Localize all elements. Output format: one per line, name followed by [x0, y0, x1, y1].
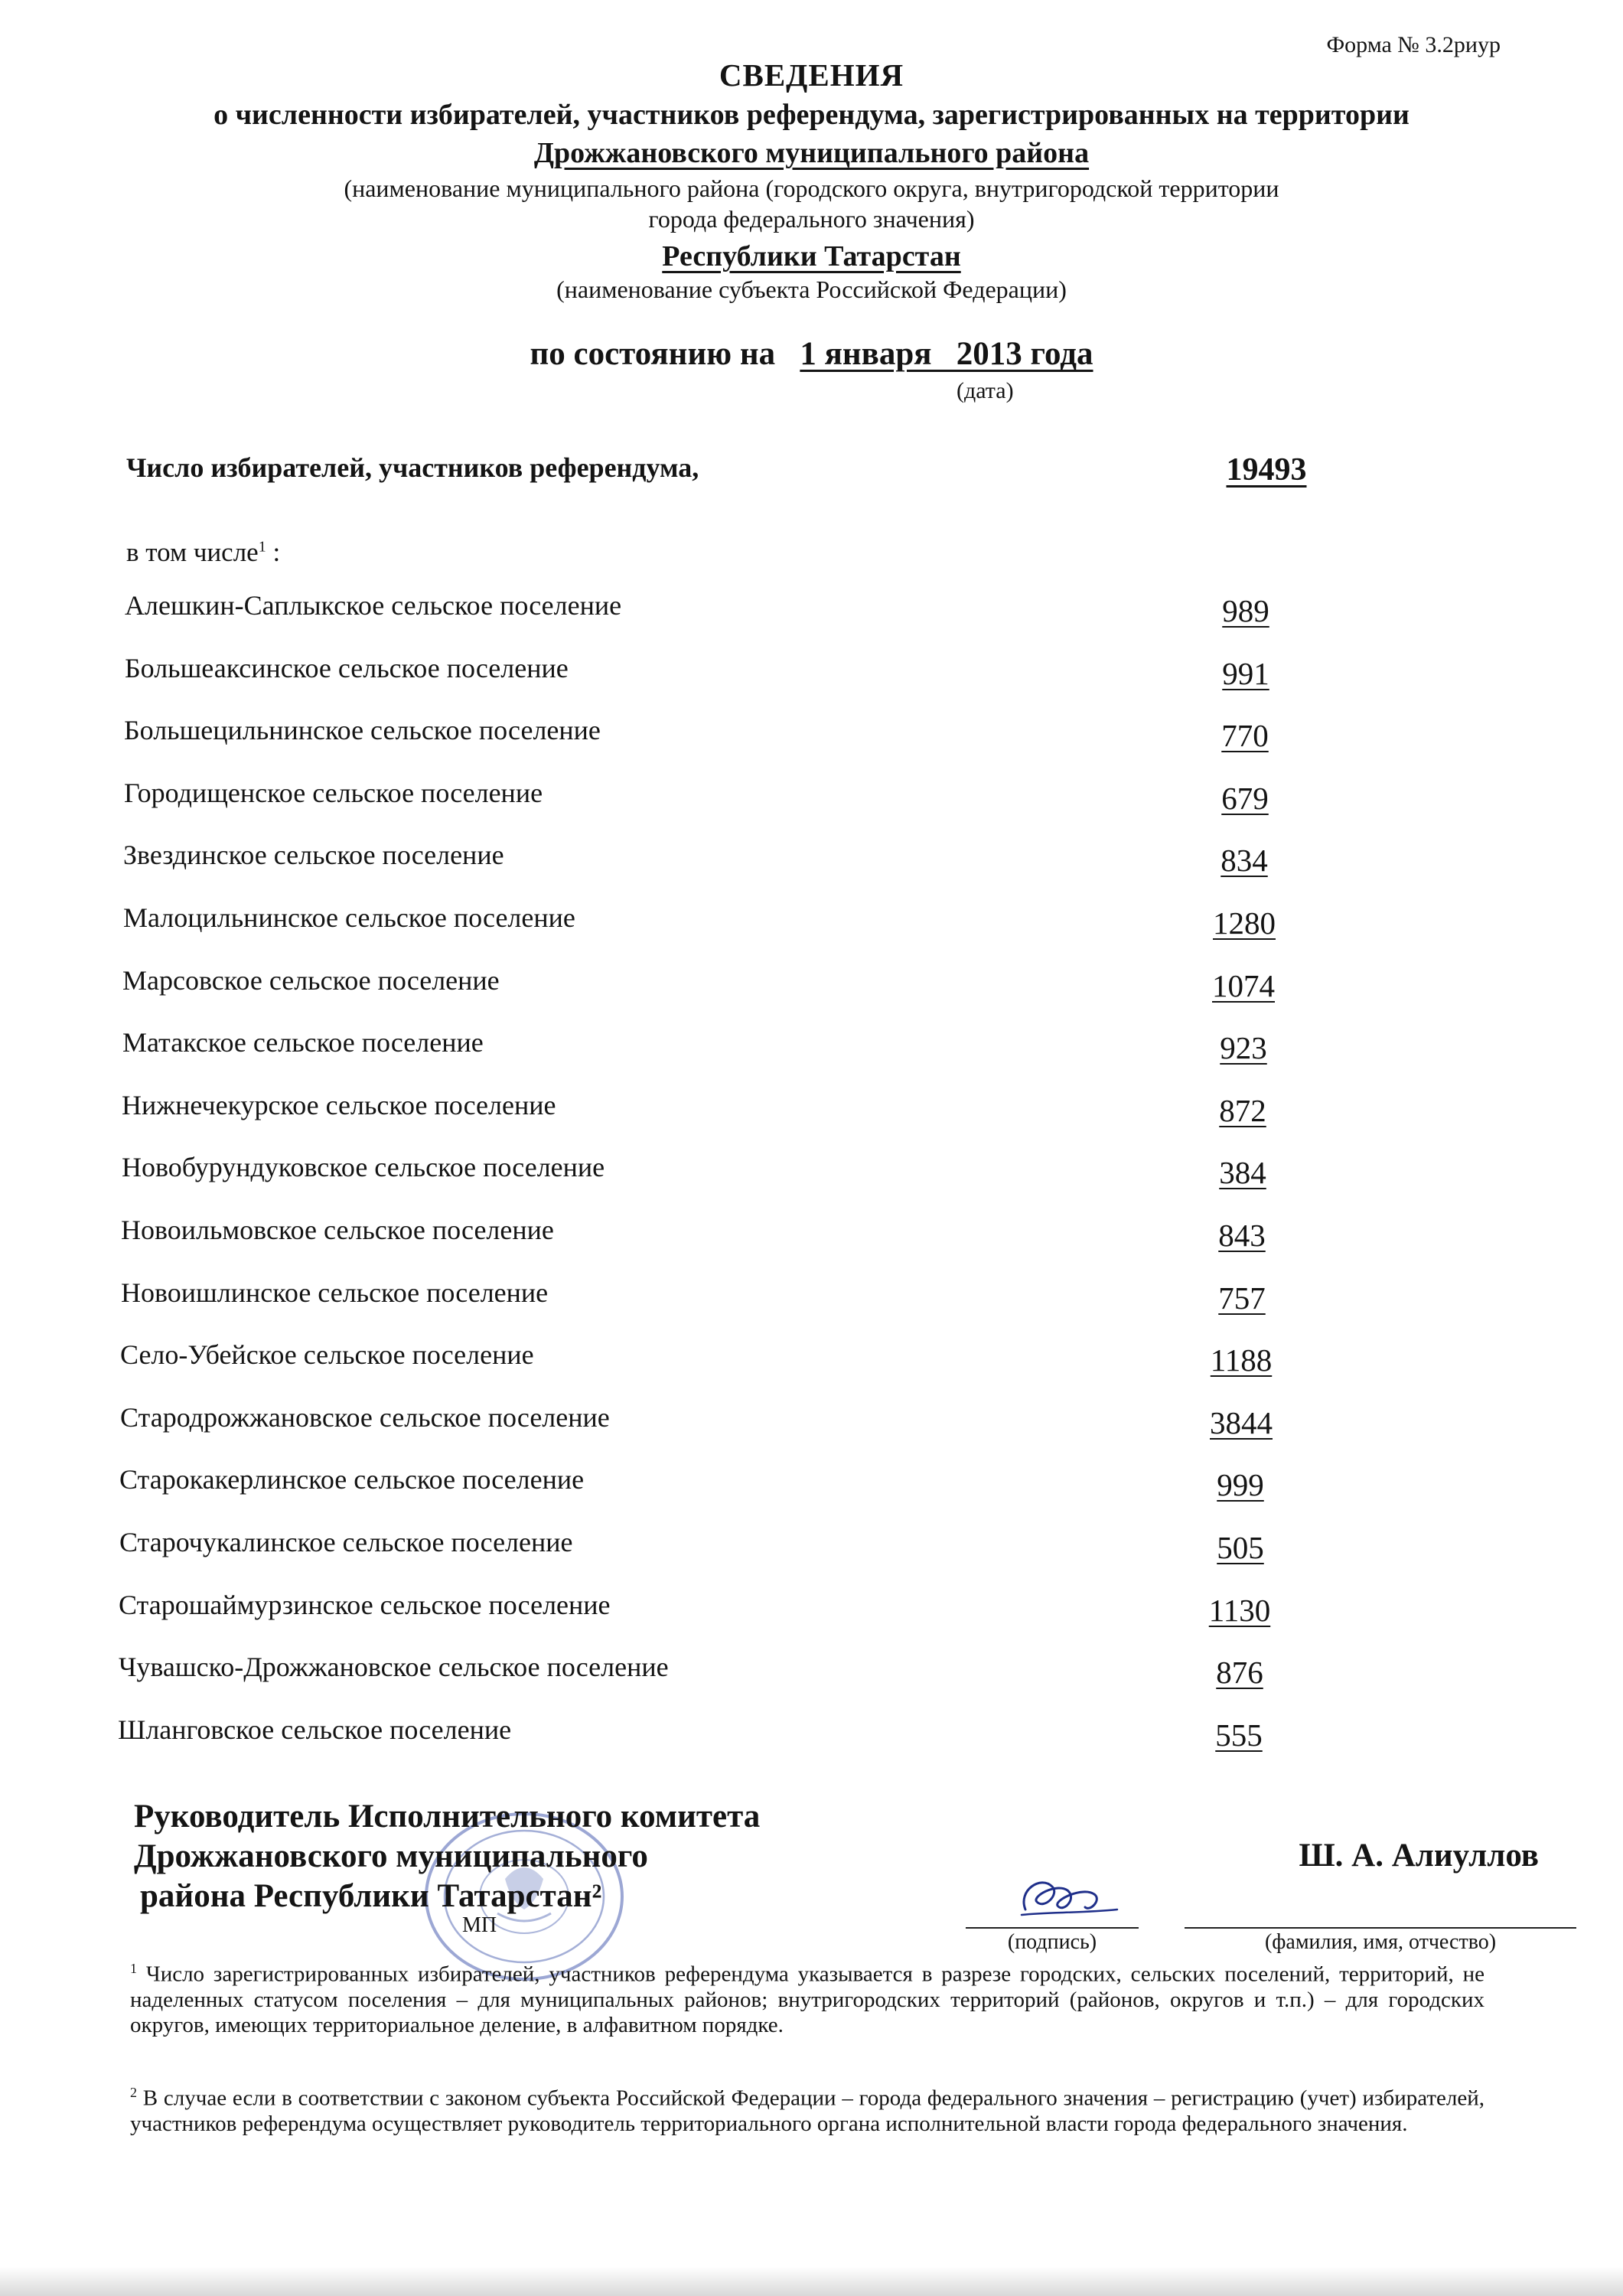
settlement-voter-count: 872	[1219, 1093, 1266, 1128]
settlement-row	[121, 1214, 1315, 1260]
document-title: СВЕДЕНИЯ	[719, 57, 904, 93]
settlement-row	[119, 1651, 1312, 1697]
district-name-text: Дрожжановского муниципального района	[533, 137, 1090, 169]
settlement-row	[121, 1277, 1315, 1322]
settlement-voter-count: 3844	[1210, 1405, 1273, 1440]
signature-caption: (подпись)	[1007, 1930, 1097, 1954]
settlement-row	[119, 1526, 1313, 1572]
settlement-name: Новобурундуковское сельское поселение	[122, 1152, 605, 1182]
settlement-row	[124, 714, 1318, 760]
settlement-voter-count: 876	[1216, 1655, 1263, 1690]
footnote-1	[130, 1956, 1484, 2038]
settlement-voter-count: 770	[1221, 718, 1269, 753]
name-caption: (фамилия, имя, отчество)	[1264, 1930, 1497, 1954]
head-title-line-3: района Республики Татарстан²	[140, 1878, 602, 1914]
district-caption-line-1: (наименование муниципального района (городского округа, внутригородской территории	[344, 174, 1279, 202]
including-text: в том числе	[126, 537, 259, 567]
settlement-row	[120, 1339, 1314, 1384]
settlement-name: Старокакерлинское сельское поселение	[119, 1464, 585, 1495]
settlement-name: Матакское сельское поселение	[122, 1027, 484, 1058]
form-number: Форма № 3.2риур	[1326, 32, 1501, 57]
date-caption: (дата)	[957, 378, 1014, 403]
head-title-line-2: Дрожжановского муниципального	[134, 1838, 648, 1874]
total-voters-value: 19493	[1226, 452, 1307, 488]
settlement-row	[123, 902, 1317, 947]
settlement-name: Шланговское сельское поселение	[118, 1714, 512, 1745]
as-of-date: 1 января 2013 года	[800, 336, 1093, 372]
settlement-voter-count: 923	[1220, 1030, 1267, 1065]
settlement-name: Большецильнинское сельское поселение	[124, 715, 601, 745]
settlement-voter-count: 1188	[1210, 1342, 1273, 1378]
head-title-line-1: Руководитель Исполнительного комитета	[134, 1799, 761, 1835]
settlement-voter-count: 384	[1219, 1155, 1266, 1190]
name-line	[1185, 1927, 1576, 1929]
signature-line	[966, 1927, 1139, 1929]
settlement-name: Чувашско-Дрожжановское сельское поселение	[119, 1652, 669, 1682]
settlement-voter-count: 843	[1218, 1218, 1266, 1253]
region-caption: (наименование субъекта Российской Федерации)	[556, 276, 1067, 303]
settlement-name: Городищенское сельское поселение	[124, 778, 543, 808]
settlement-row	[122, 1026, 1316, 1072]
footnote-1-text: Число зарегистрированных избирателей, участников референдума указывается в разрезе городских, сельских поселений, территорий, не наделенных статусом поселения – для муниципальных районов; внутригородских территорий (районов, округов и т.п.) – для городских округов, имеющих территориальное деление, в алфавитном порядке.	[130, 1962, 1484, 2037]
footnote-2	[130, 2080, 1484, 2137]
document-subtitle: о численности избирателей, участников референдума, зарегистрированных на территории	[213, 99, 1410, 131]
settlement-name: Нижнечекурское сельское поселение	[122, 1090, 556, 1120]
head-name: Ш. А. Алиуллов	[1299, 1838, 1539, 1874]
signature-icon	[1010, 1867, 1125, 1929]
settlement-name: Алешкин-Саплыкское сельское поселение	[125, 590, 622, 621]
including-footnote-mark: 1	[258, 538, 266, 556]
settlement-row	[120, 1401, 1314, 1447]
footnote-2-mark: 2	[130, 2085, 137, 2100]
settlement-voter-count: 991	[1222, 656, 1269, 691]
settlement-row	[125, 589, 1318, 635]
settlement-voter-count: 679	[1221, 781, 1269, 816]
settlement-row	[125, 652, 1318, 698]
settlement-voter-count: 989	[1222, 593, 1269, 628]
settlement-row	[124, 777, 1318, 823]
district-caption-line-2: города федерального значения)	[648, 205, 975, 233]
settlement-name: Старочукалинское сельское поселение	[119, 1527, 573, 1557]
settlement-row	[123, 839, 1317, 885]
settlement-row	[122, 1089, 1315, 1135]
settlement-name: Большеаксинское сельское поселение	[125, 653, 569, 683]
settlement-name: Село-Убейское сельское поселение	[120, 1339, 534, 1370]
settlement-name: Малоцильнинское сельское поселение	[123, 902, 575, 933]
settlement-voter-count: 757	[1218, 1280, 1266, 1316]
seal-label: МП	[462, 1913, 497, 1937]
settlement-row	[119, 1589, 1312, 1635]
head-title	[134, 1797, 760, 1916]
total-voters-label: Число избирателей, участников референдума,	[126, 452, 699, 483]
including-suffix: :	[266, 537, 281, 567]
settlement-voter-count: 834	[1221, 843, 1268, 878]
settlement-voter-count: 555	[1215, 1717, 1263, 1753]
settlement-voter-count: 999	[1217, 1467, 1264, 1502]
settlement-voter-count: 1074	[1212, 968, 1275, 1003]
settlement-row	[118, 1714, 1312, 1760]
footnote-2-text: В случае если в соответствии с законом субъекта Российской Федерации – города федерального значения – регистрацию (учет) избирателей, участников референдума осуществляет руководитель территориального органа исполнительной власти города федерального значения.	[130, 2086, 1484, 2136]
settlement-voter-count: 1280	[1213, 905, 1276, 941]
settlement-name: Старошаймурзинское сельское поселение	[119, 1590, 611, 1620]
settlement-name: Марсовское сельское поселение	[122, 965, 500, 996]
settlement-name: Новоишлинское сельское поселение	[121, 1277, 549, 1308]
region-name-text: Республики Татарстан	[662, 240, 961, 272]
settlement-name: Новоильмовское сельское поселение	[121, 1215, 554, 1245]
settlement-voter-count: 505	[1217, 1530, 1264, 1565]
footnote-1-mark: 1	[130, 1961, 137, 1976]
settlement-name: Звездинское сельское поселение	[123, 840, 504, 870]
scan-edge-shadow	[0, 2267, 1623, 2296]
settlement-voter-count: 1130	[1208, 1593, 1271, 1628]
settlement-name: Стародрожжановское сельское поселение	[120, 1402, 610, 1433]
settlement-row	[119, 1463, 1313, 1509]
settlement-row	[122, 1151, 1315, 1197]
settlement-row	[122, 964, 1316, 1010]
as-of-label: по состоянию на	[530, 336, 776, 372]
